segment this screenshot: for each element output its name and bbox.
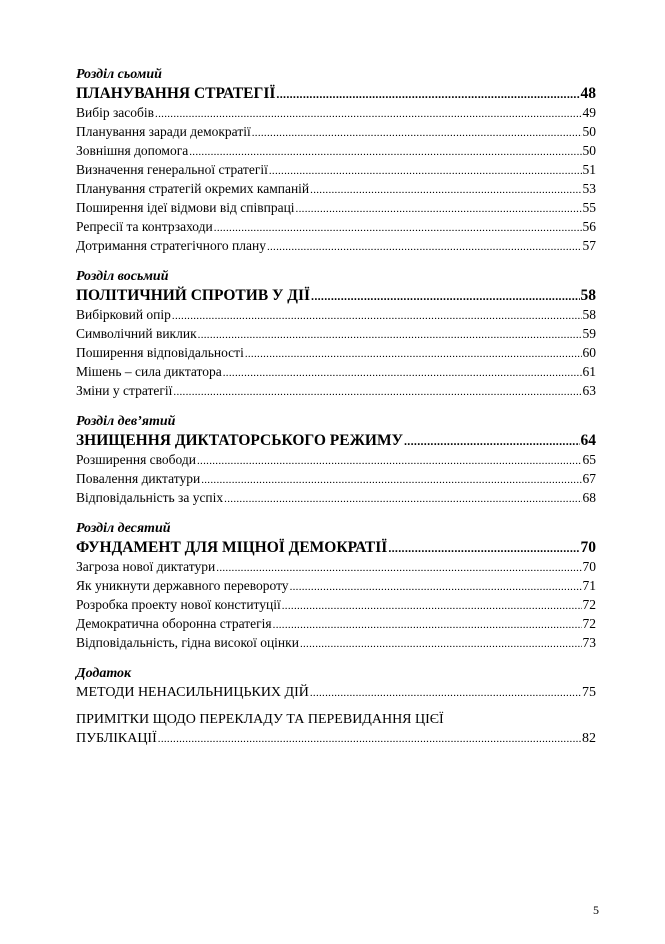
dot-leader <box>224 490 581 508</box>
page-ref: 59 <box>582 326 596 341</box>
dot-leader <box>310 684 581 703</box>
page-ref: 53 <box>582 181 596 196</box>
toc-entry[interactable] <box>76 577 596 596</box>
dot-leader <box>189 143 581 161</box>
toc-entry[interactable] <box>76 558 596 577</box>
toc-entry[interactable] <box>76 363 596 382</box>
entry-title: Поширення ідеї відмови від співпраці <box>76 200 295 215</box>
page-number: 5 <box>593 903 599 917</box>
dot-leader <box>282 597 582 615</box>
chapter-title: ПОЛІТИЧНИЙ СПРОТИВ У ДІЇ <box>76 287 311 304</box>
entry-title: Відповідальність, гідна високої оцінки <box>76 635 299 650</box>
dot-leader <box>214 219 582 237</box>
entry-title: Вибірковий опір <box>76 307 171 322</box>
chapter-title: ЗНИЩЕННЯ ДИКТАТОРСЬКОГО РЕЖИМУ <box>76 432 403 449</box>
toc-entry[interactable] <box>76 451 596 470</box>
entry-title: МЕТОДИ НЕНАСИЛЬНИЦЬКИХ ДІЙ <box>76 685 309 700</box>
section-label: Розділ дев’ятий <box>76 414 176 429</box>
page-ref: 73 <box>582 635 596 650</box>
dot-leader <box>198 326 582 344</box>
toc-entry[interactable] <box>76 237 596 256</box>
entry-title: Зовнішня допомога <box>76 143 189 158</box>
dot-leader <box>155 105 581 123</box>
dot-leader <box>173 383 581 401</box>
table-of-contents <box>76 66 596 761</box>
toc-entry[interactable] <box>76 123 596 142</box>
page-ref: 72 <box>582 597 596 612</box>
chapter-heading-entry[interactable] <box>76 538 596 558</box>
chapter-title: ПЛАНУВАННЯ СТРАТЕГІЇ <box>76 85 276 102</box>
entry-title: Вибір засобів <box>76 105 155 120</box>
entry-title: Мішень – сила диктатора <box>76 364 222 379</box>
page-ref: 55 <box>582 200 596 215</box>
dot-leader <box>269 162 582 180</box>
page-ref: 70 <box>582 559 596 574</box>
entry-title: Відповідальність за успіх <box>76 490 224 505</box>
dot-leader <box>201 471 581 489</box>
entry-title: Загроза нової диктатури <box>76 559 216 574</box>
page-ref: 70 <box>580 539 596 556</box>
entry-title: Зміни у стратегії <box>76 383 173 398</box>
section-label: Розділ десятий <box>76 521 171 536</box>
toc-entry[interactable] <box>76 199 596 218</box>
toc-entry[interactable] <box>76 104 596 123</box>
toc-entry[interactable] <box>76 344 596 363</box>
dot-leader <box>310 181 581 199</box>
dot-leader <box>290 578 582 596</box>
dot-leader <box>311 286 579 306</box>
page-ref: 60 <box>582 345 596 360</box>
toc-entry[interactable] <box>76 382 596 401</box>
entry-title: Розробка проекту нової конституції <box>76 597 281 612</box>
page-ref: 61 <box>582 364 596 379</box>
toc-entry[interactable] <box>76 325 596 344</box>
entry-title: ПУБЛІКАЦІЇ <box>76 731 157 746</box>
page-ref: 71 <box>582 578 596 593</box>
dot-leader <box>296 200 582 218</box>
toc-entry[interactable] <box>76 615 596 634</box>
toc-entry[interactable] <box>76 489 596 508</box>
entry-title: Символічний виклик <box>76 326 197 341</box>
entry-title: Планування стратегій окремих кампаній <box>76 181 310 196</box>
dot-leader <box>216 559 581 577</box>
page-ref: 72 <box>582 616 596 631</box>
toc-appendix <box>76 665 596 749</box>
dot-leader <box>172 307 582 325</box>
chapter-heading-entry[interactable] <box>76 84 596 104</box>
spacer <box>76 703 596 711</box>
notes-entry[interactable] <box>76 729 596 749</box>
entry-title: Репресії та контрзаходи <box>76 219 213 234</box>
page-ref: 82 <box>582 731 596 746</box>
dot-leader <box>223 364 582 382</box>
page-ref: 57 <box>582 238 596 253</box>
toc-section <box>76 66 596 256</box>
section-label: Додаток <box>76 666 132 681</box>
page-ref: 58 <box>582 307 596 322</box>
page-ref: 48 <box>580 85 596 102</box>
dot-leader <box>388 538 579 558</box>
section-label: Розділ сьомий <box>76 67 162 82</box>
section-label: Розділ восьмий <box>76 269 169 284</box>
dot-leader <box>273 616 582 634</box>
chapter-heading-entry[interactable] <box>76 286 596 306</box>
dot-leader <box>300 635 582 653</box>
toc-section <box>76 413 596 508</box>
page-ref: 64 <box>580 432 596 449</box>
entry-title: Поширення відповідальності <box>76 345 244 360</box>
appendix-entry[interactable] <box>76 683 596 703</box>
page-ref: 51 <box>582 162 596 177</box>
entry-title: Демократична оборонна стратегія <box>76 616 272 631</box>
toc-entry[interactable] <box>76 470 596 489</box>
dot-leader <box>252 124 582 142</box>
page-ref: 65 <box>582 452 596 467</box>
chapter-heading-entry[interactable] <box>76 431 596 451</box>
dot-leader <box>267 238 582 256</box>
toc-entry[interactable] <box>76 306 596 325</box>
page-ref: 75 <box>582 685 596 700</box>
entry-title: Планування заради демократії <box>76 124 251 139</box>
page-ref: 50 <box>582 124 596 139</box>
toc-entry[interactable] <box>76 142 596 161</box>
toc-entry[interactable] <box>76 218 596 237</box>
toc-entry[interactable] <box>76 634 596 653</box>
dot-leader <box>276 84 579 104</box>
entry-title: Розширення свободи <box>76 452 196 467</box>
chapter-title: ФУНДАМЕНТ ДЛЯ МІЦНОЇ ДЕМОКРАТІЇ <box>76 539 388 556</box>
dot-leader <box>404 431 580 451</box>
page-ref: 63 <box>582 383 596 398</box>
page-ref: 56 <box>582 219 596 234</box>
entry-title: Як уникнути державного перевороту <box>76 578 289 593</box>
page-ref: 50 <box>582 143 596 158</box>
entry-title: Повалення диктатури <box>76 471 201 486</box>
entry-title: Визначення генеральної стратегії <box>76 162 268 177</box>
notes-entry-line1[interactable]: ПРИМІТКИ ЩОДО ПЕРЕКЛАДУ ТА ПЕРЕВИДАННЯ ЦІЄЇ <box>76 712 444 727</box>
page-ref: 49 <box>582 105 596 120</box>
entry-title: Дотримання стратегічного плану <box>76 238 266 253</box>
page-ref: 68 <box>582 490 596 505</box>
dot-leader <box>197 452 582 470</box>
page-ref: 58 <box>580 287 596 304</box>
toc-entry[interactable] <box>76 180 596 199</box>
dot-leader <box>245 345 582 363</box>
toc-section <box>76 268 596 401</box>
toc-section <box>76 520 596 653</box>
toc-entry[interactable] <box>76 161 596 180</box>
page-ref: 67 <box>582 471 596 486</box>
toc-entry[interactable] <box>76 596 596 615</box>
dot-leader <box>158 730 581 749</box>
